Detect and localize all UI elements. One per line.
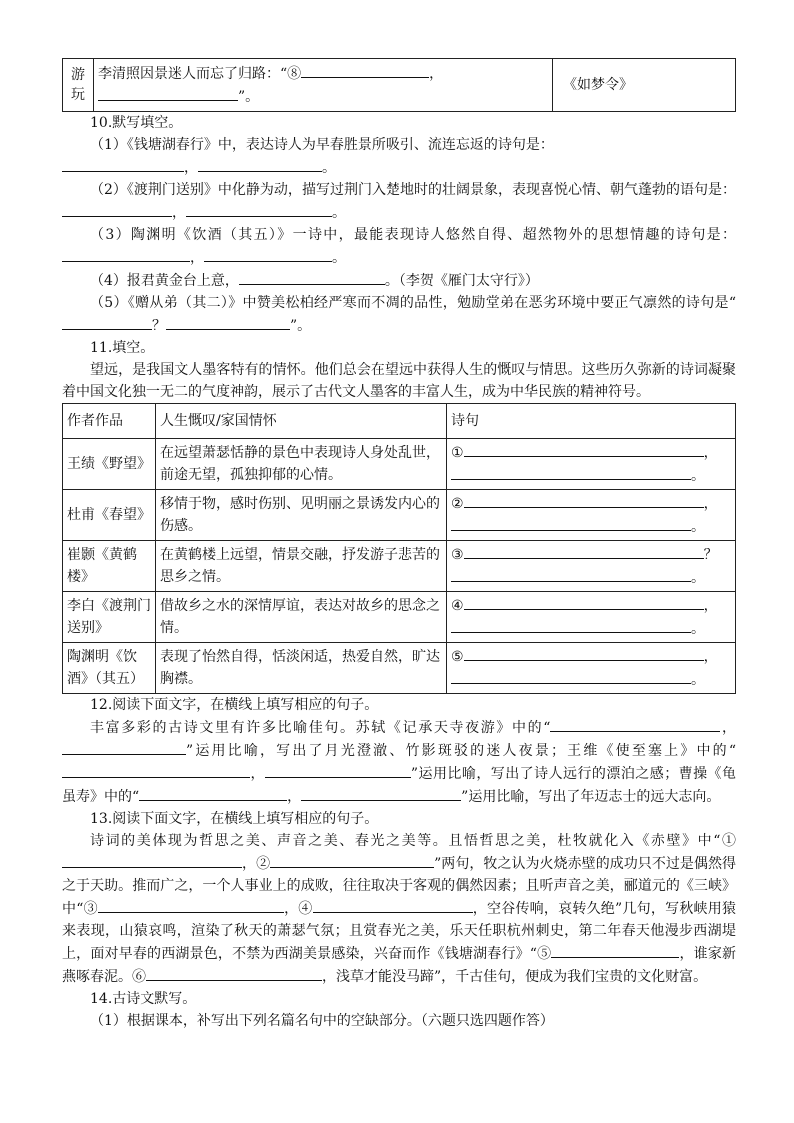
blank[interactable]	[98, 897, 284, 913]
table-header-row	[63, 404, 736, 439]
row-work: 杜甫《春望》	[63, 490, 156, 541]
source-cell: 《如梦令》	[553, 59, 736, 112]
q10-s5: （5）《赠从弟（其二）》中赞美松柏经严寒而不凋的品性，勉励堂弟在恶劣环境中要正气凛然的诗句是“？ ”。	[62, 292, 736, 337]
table-row	[63, 541, 736, 592]
q14-title: 14.古诗文默写。	[90, 991, 197, 1007]
blank-8b[interactable]	[98, 85, 238, 101]
blank[interactable]	[239, 269, 385, 285]
blank[interactable]	[62, 246, 190, 262]
table-row	[63, 643, 736, 694]
row-verse: ⑤ ， 。	[447, 643, 736, 694]
blank[interactable]	[62, 739, 186, 755]
blank[interactable]	[550, 716, 720, 732]
table-row	[63, 59, 736, 112]
close-quote: ”。	[238, 89, 260, 105]
row-feeling: 表现了怡然自得，恬淡闲适，热爱自然，旷达胸襟。	[156, 643, 447, 694]
category-cell: 游玩	[63, 59, 94, 112]
blank[interactable]	[62, 201, 172, 217]
header-feeling: 人生慨叹/家国情怀	[156, 404, 447, 439]
row-work: 陶渊明《饮酒》（其五）	[63, 643, 156, 694]
blank[interactable]	[451, 668, 691, 684]
q10-s2: （2）《渡荆门送别》中化静为动，描写过荆门入楚地时的壮阔景象，表现喜悦心情、朝气蓬勃的语句是：， 。	[62, 179, 736, 224]
blank[interactable]	[451, 515, 691, 531]
poem-table-fragment	[62, 58, 736, 112]
blank[interactable]	[551, 942, 679, 958]
blank[interactable]	[265, 762, 411, 778]
worksheet-page	[62, 58, 736, 1032]
content-cell	[94, 59, 553, 112]
blank[interactable]	[451, 566, 691, 582]
row-verse: ② ， 。	[447, 490, 736, 541]
blank[interactable]	[146, 965, 322, 981]
blank[interactable]	[464, 594, 704, 610]
row-verse: ③ ？ 。	[447, 541, 736, 592]
blank-8a[interactable]	[301, 62, 429, 78]
row-work: 王绩《野望》	[63, 439, 156, 490]
q12-body: 丰富多彩的古诗文里有许多比喻佳句。苏轼《记承天寺夜游》中的“ ，”运用比喻，写出了月光澄澈、竹影斑驳的迷人夜景；王维《使至塞上》中的“， ”运用比喻，写出了诗人远行的漂泊之感；曹操《龟虽寿》中的“ ， ”运用比喻，写出了年迈志士的远大志向。	[62, 716, 736, 808]
content-prefix: 李清照因景迷人而忘了归路：“⑧	[98, 66, 302, 82]
header-work: 作者作品	[63, 404, 156, 439]
row-feeling: 在黄鹤楼上远望，情景交融，抒发游子悲苦的思乡之情。	[156, 541, 447, 592]
q14-s1: （1）根据课本，补写出下列名篇名句中的空缺部分。（六题只选四题作答）	[90, 1013, 554, 1029]
q12-title: 12.阅读下面文字，在横线上填写相应的句子。	[90, 697, 379, 713]
table-row	[63, 490, 736, 541]
table-row	[63, 439, 736, 490]
blank[interactable]	[139, 785, 287, 801]
blank[interactable]	[464, 492, 704, 508]
q10-title: 10.默写填空。	[90, 115, 183, 131]
blank[interactable]	[270, 852, 434, 868]
row-work: 李白《渡荆门送别》	[63, 592, 156, 643]
header-verse: 诗句	[447, 404, 736, 439]
row-feeling: 在远望萧瑟恬静的景色中表现诗人身处乱世，前途无望，孤独抑郁的心情。	[156, 439, 447, 490]
blank[interactable]	[62, 852, 242, 868]
blank[interactable]	[186, 201, 332, 217]
blank[interactable]	[166, 314, 290, 330]
blank[interactable]	[62, 156, 184, 172]
row-verse: ① ， 。	[447, 439, 736, 490]
table-row	[63, 592, 736, 643]
blank[interactable]	[204, 246, 332, 262]
row-work: 崔颢《黄鹤楼》	[63, 541, 156, 592]
q11-title: 11.填空。	[90, 340, 155, 356]
q11-table	[62, 403, 736, 694]
q10-s1-answer: ， 。	[62, 156, 736, 179]
q13-body: 诗词的美体现为哲思之美、声音之美、春光之美等。且悟哲思之美，杜牧就化入《赤壁》中“①，② ”两句，牧之认为火烧赤壁的成功只不过是偶然得之于天助。推而广之，一个人事业上的成败，往往取决于客观的偶然因素；且听声音之美，郦道元的《三峡》中“③ ，④ ，空谷传响，哀转久绝”几句，写秋峡用猿来表现，山猿哀鸣，渲染了秋天的萧瑟气氛；且赏春光之美，乐天任职杭州刺史，第二年春天他漫步西湖堤上，面对早春的西湖景色，不禁为西湖美景感染，兴奋而作《钱塘湖春行》“⑤ ，谁家新燕啄春泥。⑥ ，浅草才能没马蹄”，千古佳句，便成为我们宝贵的文化财富。	[62, 833, 737, 985]
blank[interactable]	[464, 441, 704, 457]
row-verse: ④ ， 。	[447, 592, 736, 643]
row-feeling: 借故乡之水的深情厚谊，表达对故乡的思念之情。	[156, 592, 447, 643]
blank[interactable]	[451, 464, 691, 480]
q10-s1: （1）《钱塘湖春行》中，表达诗人为早春胜景所吸引、流连忘返的诗句是：	[90, 137, 554, 153]
blank[interactable]	[464, 543, 704, 559]
blank[interactable]	[451, 617, 691, 633]
q11-intro: 望远，是我国文人墨客特有的情怀。他们总会在望远中获得人生的慨叹与情思。这些历久弥新的诗词凝聚着中国文化独一无二的气度神韵，展示了古代文人墨客的丰富人生，成为中华民族的精神符号。	[62, 362, 736, 400]
comma: ，	[429, 66, 444, 82]
blank[interactable]	[301, 785, 461, 801]
q13-title: 13.阅读下面文字，在横线上填写相应的句子。	[90, 811, 379, 827]
q10-s4: （4）报君黄金台上意， 。（李贺《雁门太守行》）	[62, 269, 736, 292]
blank[interactable]	[62, 314, 152, 330]
q10-s3: （3）陶渊明《饮酒（其五）》一诗中，最能表现诗人悠然自得、超然物外的思想情趣的诗句是：， 。	[62, 224, 736, 269]
blank[interactable]	[62, 762, 250, 778]
blank[interactable]	[198, 156, 322, 172]
row-feeling: 移情于物，感时伤别、见明丽之景诱发内心的伤感。	[156, 490, 447, 541]
blank[interactable]	[313, 897, 473, 913]
blank[interactable]	[464, 645, 704, 661]
